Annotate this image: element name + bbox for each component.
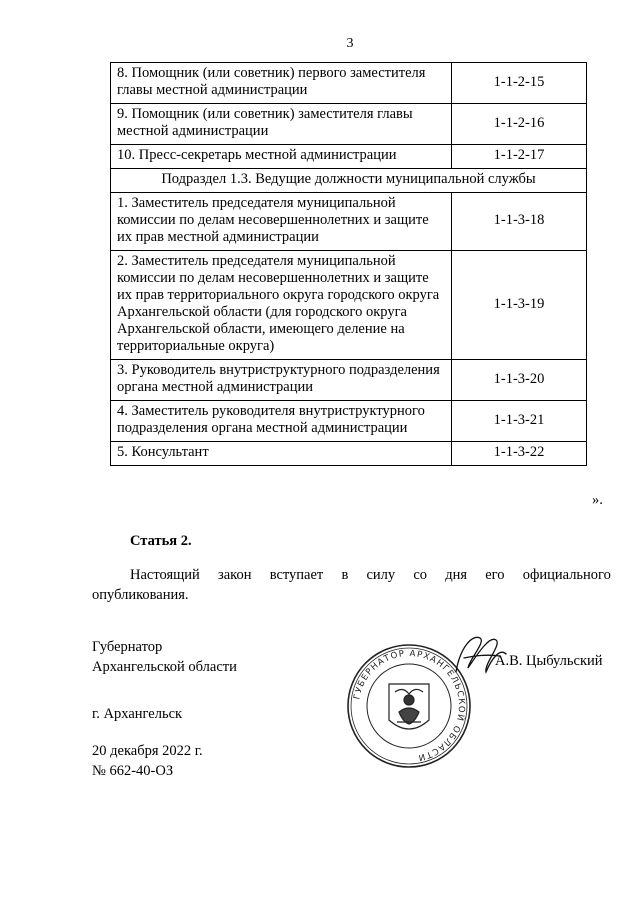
position-name-cell: 9. Помощник (или советник) заместителя главы местной администрации — [111, 104, 452, 145]
article-word: со — [413, 567, 428, 583]
table-row — [111, 193, 587, 251]
positions-table — [110, 62, 587, 466]
table-row — [111, 442, 587, 466]
article-word: официального — [522, 567, 611, 583]
position-code-cell: 1-1-3-21 — [452, 401, 587, 442]
table-row — [111, 251, 587, 360]
article-word: в — [341, 567, 349, 583]
table-row — [111, 360, 587, 401]
position-code-cell: 1-1-3-18 — [452, 193, 587, 251]
table-subsection-row — [111, 169, 587, 193]
article-text-line2: опубликования. — [92, 587, 189, 603]
place: г. Архангельск — [92, 706, 183, 722]
table-row — [111, 63, 587, 104]
table-row — [111, 104, 587, 145]
position-name-cell: 8. Помощник (или советник) первого заместителя главы местной администрации — [111, 63, 452, 104]
article-text-line1 — [92, 565, 611, 585]
page-number: 3 — [346, 36, 354, 51]
article-word: дня — [445, 567, 468, 583]
table-row — [111, 401, 587, 442]
closing-quote: ». — [592, 492, 603, 508]
position-name-cell: 1. Заместитель председателя муниципальной комиссии по делам несовершеннолетних и защите их прав местной администрации — [111, 193, 452, 251]
position-code-cell: 1-1-2-17 — [452, 145, 587, 169]
article-word: силу — [366, 567, 396, 583]
table-body — [111, 63, 587, 466]
position-code-cell: 1-1-2-15 — [452, 63, 587, 104]
table-row — [111, 145, 587, 169]
position-name-cell: 10. Пресс-секретарь местной администрации — [111, 145, 452, 169]
subsection-title: Подраздел 1.3. Ведущие должности муниципальной службы — [111, 169, 587, 193]
position-code-cell: 1-1-3-22 — [452, 442, 587, 466]
position-name-cell: 2. Заместитель председателя муниципальной комиссии по делам несовершеннолетних и защите их прав территориального округа городского округа Архангельской области (для городского округа Архангельской области, имеющего деление на территориальные округа) — [111, 251, 452, 360]
signer-name: А.В. Цыбульский — [495, 653, 603, 669]
signature-title-line2: Архангельской области — [92, 659, 237, 675]
position-code-cell: 1-1-2-16 — [452, 104, 587, 145]
signature-title — [92, 637, 237, 677]
position-name-cell: 4. Заместитель руководителя внутриструктурного подразделения органа местной администрации — [111, 401, 452, 442]
position-name-cell: 5. Консультант — [111, 442, 452, 466]
article-text — [92, 565, 611, 605]
article-heading: Статья 2. — [130, 533, 192, 549]
signature-title-line1: Губернатор — [92, 639, 163, 655]
law-number: № 662-40-ОЗ — [92, 763, 174, 779]
coat-of-arms-image — [389, 684, 429, 729]
position-code-cell: 1-1-3-20 — [452, 360, 587, 401]
date-block — [92, 741, 203, 781]
article-word: его — [485, 567, 505, 583]
article-word: закон — [218, 567, 252, 583]
seal-text: ГУБЕРНАТОР АРХАНГЕЛЬСКОЙ ОБЛАСТИ — [352, 648, 467, 763]
position-code-cell: 1-1-3-19 — [452, 251, 587, 360]
position-name-cell: 3. Руководитель внутриструктурного подразделения органа местной администрации — [111, 360, 452, 401]
article-word: вступает — [269, 567, 324, 583]
date: 20 декабря 2022 г. — [92, 743, 203, 759]
article-word: Настоящий — [130, 567, 200, 583]
